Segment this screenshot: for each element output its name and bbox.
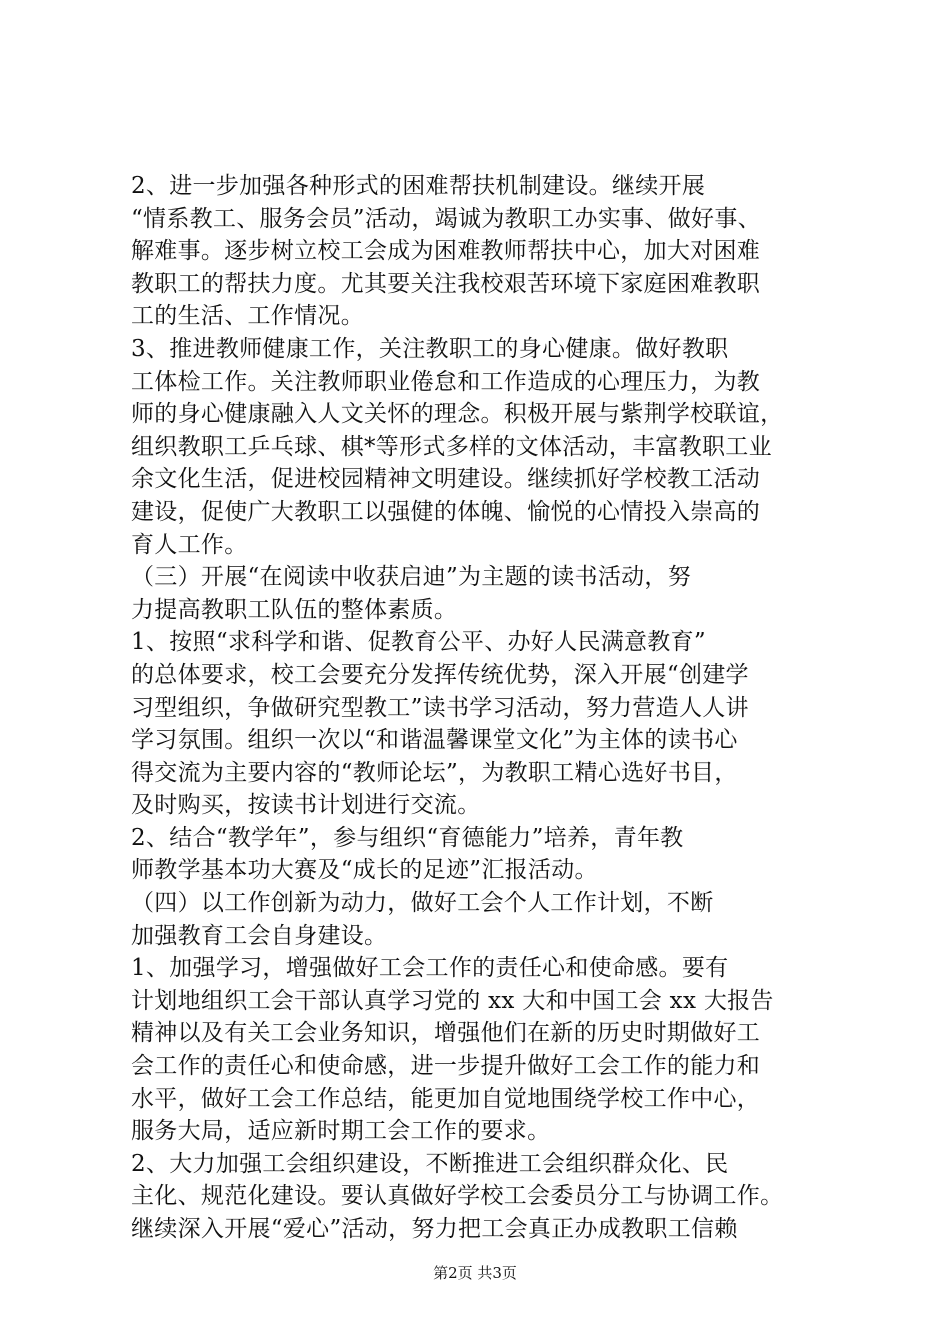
page-number-footer: 第2页 共3页 — [433, 1264, 517, 1282]
text-line: （三）开展“在阅读中收获启迪”为主题的读书活动，努 — [131, 564, 692, 591]
text-line: 得交流为主要内容的“教师论坛”，为教职工精心选好书目， — [131, 759, 738, 786]
text-line: 2、结合“教学年”，参与组织“育德能力”培养，青年教 — [131, 824, 684, 851]
text-line: 主化、规范化建设。要认真做好学校工会委员分工与协调工作。 — [131, 1183, 784, 1210]
text-line: 力提高教职工队伍的整体素质。 — [131, 596, 458, 623]
document-body — [131, 170, 831, 1246]
text-line: 育人工作。 — [131, 531, 248, 558]
text-line: 的总体要求，校工会要充分发挥传统优势，深入开展“创建学 — [131, 661, 749, 688]
text-line: “情系教工、服务会员”活动，竭诚为教职工办实事、做好事、 — [131, 205, 761, 232]
text-line: 2、大力加强工会组织建设，不断推进工会组织群众化、民 — [131, 1150, 729, 1177]
text-line: 1、按照“求科学和谐、促教育公平、办好人民满意教育” — [131, 629, 706, 656]
text-line: 2、进一步加强各种形式的困难帮扶机制建设。继续开展 — [131, 173, 706, 199]
text-line: 余文化生活，促进校园精神文明建设。继续抓好学校教工活动 — [131, 466, 761, 493]
text-line: 组织教职工乒乓球、棋*等形式多样的文体活动，丰富教职工业 — [131, 433, 772, 460]
text-line: 工的生活、工作情况。 — [131, 303, 364, 330]
text-line: 工体检工作。关注教师职业倦怠和工作造成的心理压力，为教 — [131, 368, 761, 395]
text-line: 继续深入开展“爱心”活动，努力把工会真正办成教职工信赖 — [131, 1216, 738, 1242]
text-line: 建设，促使广大教职工以强健的体魄、愉悦的心情投入崇高的 — [131, 498, 761, 525]
text-line: 师的身心健康融入人文关怀的理念。积极开展与紫荆学校联谊， — [131, 401, 784, 428]
text-line: 师教学基本功大赛及“成长的足迹”汇报活动。 — [131, 857, 598, 884]
text-line: 精神以及有关工会业务知识，增强他们在新的历史时期做好工 — [131, 1020, 761, 1047]
text-line: 服务大局，适应新时期工会工作的要求。 — [131, 1118, 551, 1145]
text-line: 会工作的责任心和使命感，进一步提升做好工会工作的能力和 — [131, 1053, 761, 1080]
text-line: （四）以工作创新为动力，做好工会个人工作计划，不断 — [131, 890, 714, 917]
text-line: 计划地组织工会干部认真学习党的 xx 大和中国工会 xx 大报告 — [131, 987, 774, 1014]
text-line: 习型组织，争做研究型教工”读书学习活动，努力营造人人讲 — [131, 694, 749, 721]
text-line: 解难事。逐步树立校工会成为困难教师帮扶中心，加大对困难 — [131, 238, 761, 265]
text-line: 学习氛围。组织一次以“和谐温馨课堂文化”为主体的读书心 — [131, 727, 738, 754]
text-line: 加强教育工会自身建设。 — [131, 922, 388, 949]
text-line: 及时购买，按读书计划进行交流。 — [131, 792, 481, 819]
text-line: 教职工的帮扶力度。尤其要关注我校艰苦环境下家庭困难教职 — [131, 270, 761, 297]
text-line: 3、推进教师健康工作，关注教职工的身心健康。做好教职 — [131, 335, 729, 362]
text-line: 水平，做好工会工作总结，能更加自觉地围绕学校工作中心， — [131, 1085, 761, 1112]
text-line: 1、加强学习，增强做好工会工作的责任心和使命感。要有 — [131, 955, 729, 982]
